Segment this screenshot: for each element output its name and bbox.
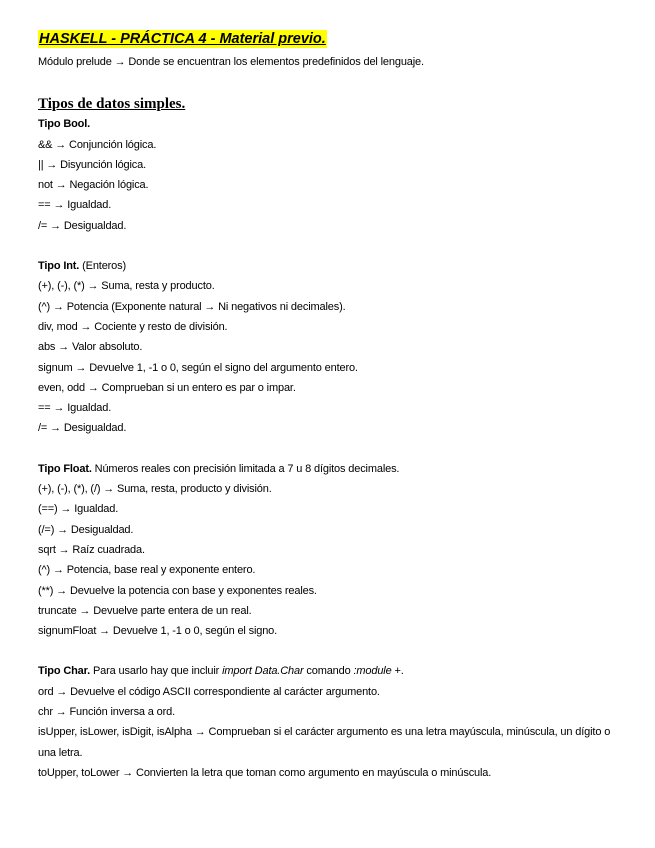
int-heading-desc: (Enteros) bbox=[79, 260, 127, 273]
float-section bbox=[38, 459, 628, 642]
int-heading-label: Tipo Int. bbox=[38, 260, 80, 273]
char-line: ord → Devuelve el código ASCII correspondiente al carácter argumento. bbox=[38, 685, 380, 698]
int-heading bbox=[38, 256, 628, 276]
char-line: toUpper, toLower → Convierten la letra que toman como argumento en mayúscula o minúscula. bbox=[38, 766, 492, 779]
int-line: abs → Valor absoluto. bbox=[38, 341, 143, 354]
bool-section bbox=[38, 114, 628, 236]
document-title: HASKELL - PRÁCTICA 4 - Material previo. bbox=[39, 31, 326, 47]
int-line: signum → Devuelve 1, -1 o 0, según el signo del argumento entero. bbox=[38, 361, 358, 374]
int-line: even, odd → Comprueban si un entero es par o impar. bbox=[38, 381, 296, 394]
float-line: sqrt → Raíz cuadrada. bbox=[38, 543, 145, 556]
bool-line: || → Disyunción lógica. bbox=[38, 158, 147, 171]
bool-line: == → Igualdad. bbox=[38, 199, 112, 212]
float-heading bbox=[38, 459, 628, 479]
char-heading-label: Tipo Char. bbox=[38, 665, 91, 678]
char-line: isUpper, isLower, isDigit, isAlpha → Comprueban si el carácter argumento es una letra mayúscula, minúscula, un dígito o una letra. bbox=[38, 726, 611, 759]
bool-line: not → Negación lógica. bbox=[38, 179, 149, 192]
intro-text: Módulo prelude → Donde se encuentran los elementos predefinidos del lenguaje. bbox=[38, 56, 424, 68]
char-heading bbox=[38, 661, 628, 681]
bool-line: /= → Desigualdad. bbox=[38, 219, 127, 232]
int-section bbox=[38, 256, 628, 439]
float-line: (^) → Potencia, base real y exponente entero. bbox=[38, 564, 256, 577]
float-line: signumFloat → Devuelve 1, -1 o 0, según el signo. bbox=[38, 625, 278, 638]
bool-heading bbox=[38, 114, 628, 134]
float-line: (/=) → Desigualdad. bbox=[38, 523, 134, 536]
int-line: (+), (-), (*) → Suma, resta y producto. bbox=[38, 280, 215, 293]
float-line: (+), (-), (*), (/) → Suma, resta, producto y división. bbox=[38, 483, 272, 496]
int-line: /= → Desigualdad. bbox=[38, 422, 127, 435]
char-heading-desc-3: +. bbox=[391, 665, 404, 678]
int-line: div, mod → Cociente y resto de división. bbox=[38, 320, 228, 333]
section-heading: Tipos de datos simples. bbox=[38, 96, 186, 113]
bool-heading-label: Tipo Bool. bbox=[38, 118, 91, 131]
char-heading-desc-2: comando bbox=[303, 665, 354, 678]
int-line: (^) → Potencia (Exponente natural → Ni negativos ni decimales). bbox=[38, 300, 346, 313]
char-section bbox=[38, 661, 628, 783]
float-line: (**) → Devuelve la potencia con base y exponentes reales. bbox=[38, 584, 317, 597]
float-line: truncate → Devuelve parte entera de un real. bbox=[38, 604, 252, 617]
import-code: import Data.Char bbox=[222, 665, 304, 678]
float-heading-label: Tipo Float. bbox=[38, 462, 92, 475]
float-line: (==) → Igualdad. bbox=[38, 503, 119, 516]
int-line: == → Igualdad. bbox=[38, 402, 112, 415]
bool-line: && → Conjunción lógica. bbox=[38, 138, 157, 151]
float-heading-desc: Números reales con precisión limitada a 7 u 8 dígitos decimales. bbox=[91, 462, 400, 475]
module-command: :module bbox=[353, 665, 392, 678]
document-page bbox=[38, 30, 628, 783]
char-heading-desc-1: Para usarlo hay que incluir bbox=[90, 665, 223, 678]
char-line: chr → Función inversa a ord. bbox=[38, 706, 176, 719]
